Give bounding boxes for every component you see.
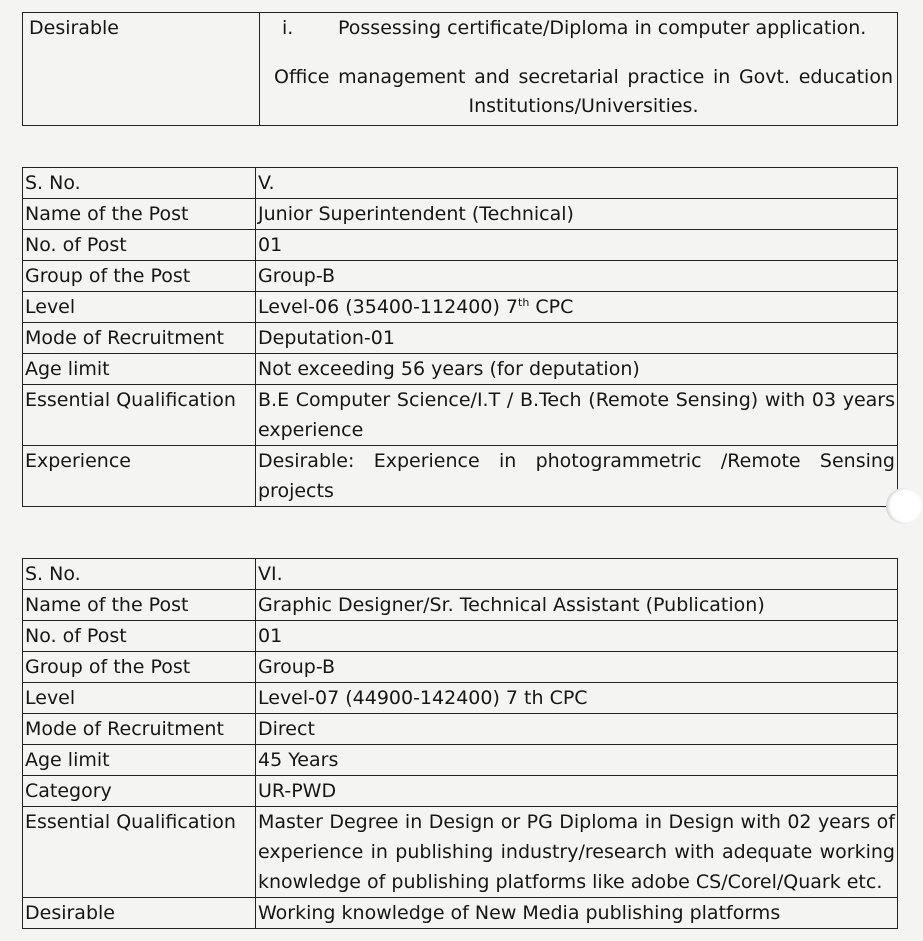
row-label: Age limit [23, 745, 256, 776]
row-value: 01 [256, 621, 898, 652]
table-row [23, 652, 898, 683]
row-value [256, 292, 898, 323]
table-row [23, 621, 898, 652]
row-value: Direct [256, 714, 898, 745]
row-label: Essential Qualification [23, 385, 256, 446]
table-row [23, 292, 898, 323]
row-value: V. [256, 168, 898, 199]
item-subtext: Office management and secretarial practice in Govt. education Institutions/Universities. [274, 66, 893, 117]
row-label: Name of the Post [23, 590, 256, 621]
table-row [23, 745, 898, 776]
row-label: Mode of Recruitment [23, 323, 256, 354]
row-label: Name of the Post [23, 199, 256, 230]
row-label: S. No. [23, 168, 256, 199]
table-row [23, 776, 898, 807]
row-value: Group-B [256, 261, 898, 292]
row-label: No. of Post [23, 230, 256, 261]
row-label: S. No. [23, 559, 256, 590]
row-label: Mode of Recruitment [23, 714, 256, 745]
item-number: i. [282, 17, 294, 39]
post-v-table [22, 167, 898, 507]
table-row [23, 13, 898, 126]
row-label: Desirable [23, 13, 260, 126]
row-value [260, 13, 898, 126]
desirable-table [22, 12, 898, 126]
row-value: Graphic Designer/Sr. Technical Assistant (Publication) [256, 590, 898, 621]
post-vi-table [22, 558, 898, 929]
table-row [23, 323, 898, 354]
row-label: Group of the Post [23, 261, 256, 292]
item-text: Possessing certificate/Diploma in computer application. [338, 17, 867, 39]
row-value: Level-07 (44900-142400) 7 th CPC [256, 683, 898, 714]
row-label: Group of the Post [23, 652, 256, 683]
level-suffix: CPC [529, 296, 574, 318]
table-row [23, 898, 898, 929]
row-value: 45 Years [256, 745, 898, 776]
table-row [23, 683, 898, 714]
row-value: Not exceeding 56 years (for deputation) [256, 354, 898, 385]
row-label: Level [23, 292, 256, 323]
table-row [23, 168, 898, 199]
row-label: Desirable [23, 898, 256, 929]
row-label: Level [23, 683, 256, 714]
row-value: Desirable: Experience in photogrammetric /Remote Sensing projects [256, 446, 898, 507]
row-value: 01 [256, 230, 898, 261]
row-label: Category [23, 776, 256, 807]
table-row [23, 590, 898, 621]
row-value: Master Degree in Design or PG Diploma in Design with 02 years of experience in publishing industry/research with adequate working knowledge of publishing platforms like adobe CS/Corel/Quark etc. [256, 807, 898, 898]
table-row [23, 714, 898, 745]
row-value: VI. [256, 559, 898, 590]
table-row [23, 385, 898, 446]
superscript: th [518, 296, 530, 309]
row-value: B.E Computer Science/I.T / B.Tech (Remote Sensing) with 03 years experience [256, 385, 898, 446]
table-row [23, 261, 898, 292]
table-row [23, 807, 898, 898]
row-label: Age limit [23, 354, 256, 385]
row-value: Junior Superintendent (Technical) [256, 199, 898, 230]
table-row [23, 230, 898, 261]
row-value: Group-B [256, 652, 898, 683]
table-row [23, 354, 898, 385]
row-label: No. of Post [23, 621, 256, 652]
row-value: UR-PWD [256, 776, 898, 807]
table-row [23, 446, 898, 507]
punch-hole [886, 488, 922, 524]
level-text: Level-06 (35400-112400) 7 [258, 296, 519, 318]
row-value: Working knowledge of New Media publishing platforms [256, 898, 898, 929]
table-row [23, 559, 898, 590]
row-value: Deputation-01 [256, 323, 898, 354]
table-row [23, 199, 898, 230]
row-label: Experience [23, 446, 256, 507]
row-label: Essential Qualification [23, 807, 256, 898]
